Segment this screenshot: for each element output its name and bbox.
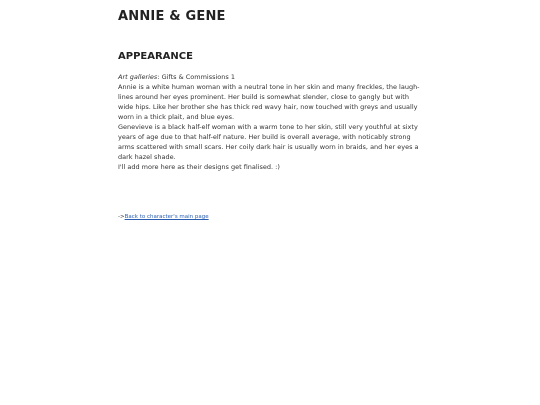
gifts-commissions-link[interactable]: Gifts & Commissions 1	[161, 73, 235, 81]
page-title: ANNIE & GENE	[118, 9, 226, 24]
main-content	[118, 8, 424, 221]
art-galleries-label: Art galleries	[118, 73, 158, 81]
annie-description: Annie is a white human woman with a neutral tone in her skin and many freckles, the laugh-lines around her eyes prominent. Her build is somewhat slender, close to gangly but with wide hips. Like her brother she has thick red wavy hair, now touched with greys and usually worn in a thick plait, and blue eyes.	[118, 83, 420, 121]
section-heading: APPEARANCE	[118, 51, 193, 62]
back-link-line	[118, 213, 424, 221]
designs-note: I'll add more here as their designs get finalised. :)	[118, 163, 280, 171]
art-galleries-separator: :	[157, 73, 162, 81]
back-to-character-link[interactable]: Back to character's main page	[124, 214, 209, 220]
back-arrow: ->	[118, 214, 125, 220]
art-galleries-line	[118, 72, 424, 82]
genevieve-description: Genevieve is a black half-elf woman with a warm tone to her skin, still very youthful at sixty years of age due to that half-elf nature. Her build is overall average, with noticably strong arms scattered with small scars. Her coily dark hair is usually worn in braids, and her eyes a dark hazel shade.	[118, 123, 419, 161]
